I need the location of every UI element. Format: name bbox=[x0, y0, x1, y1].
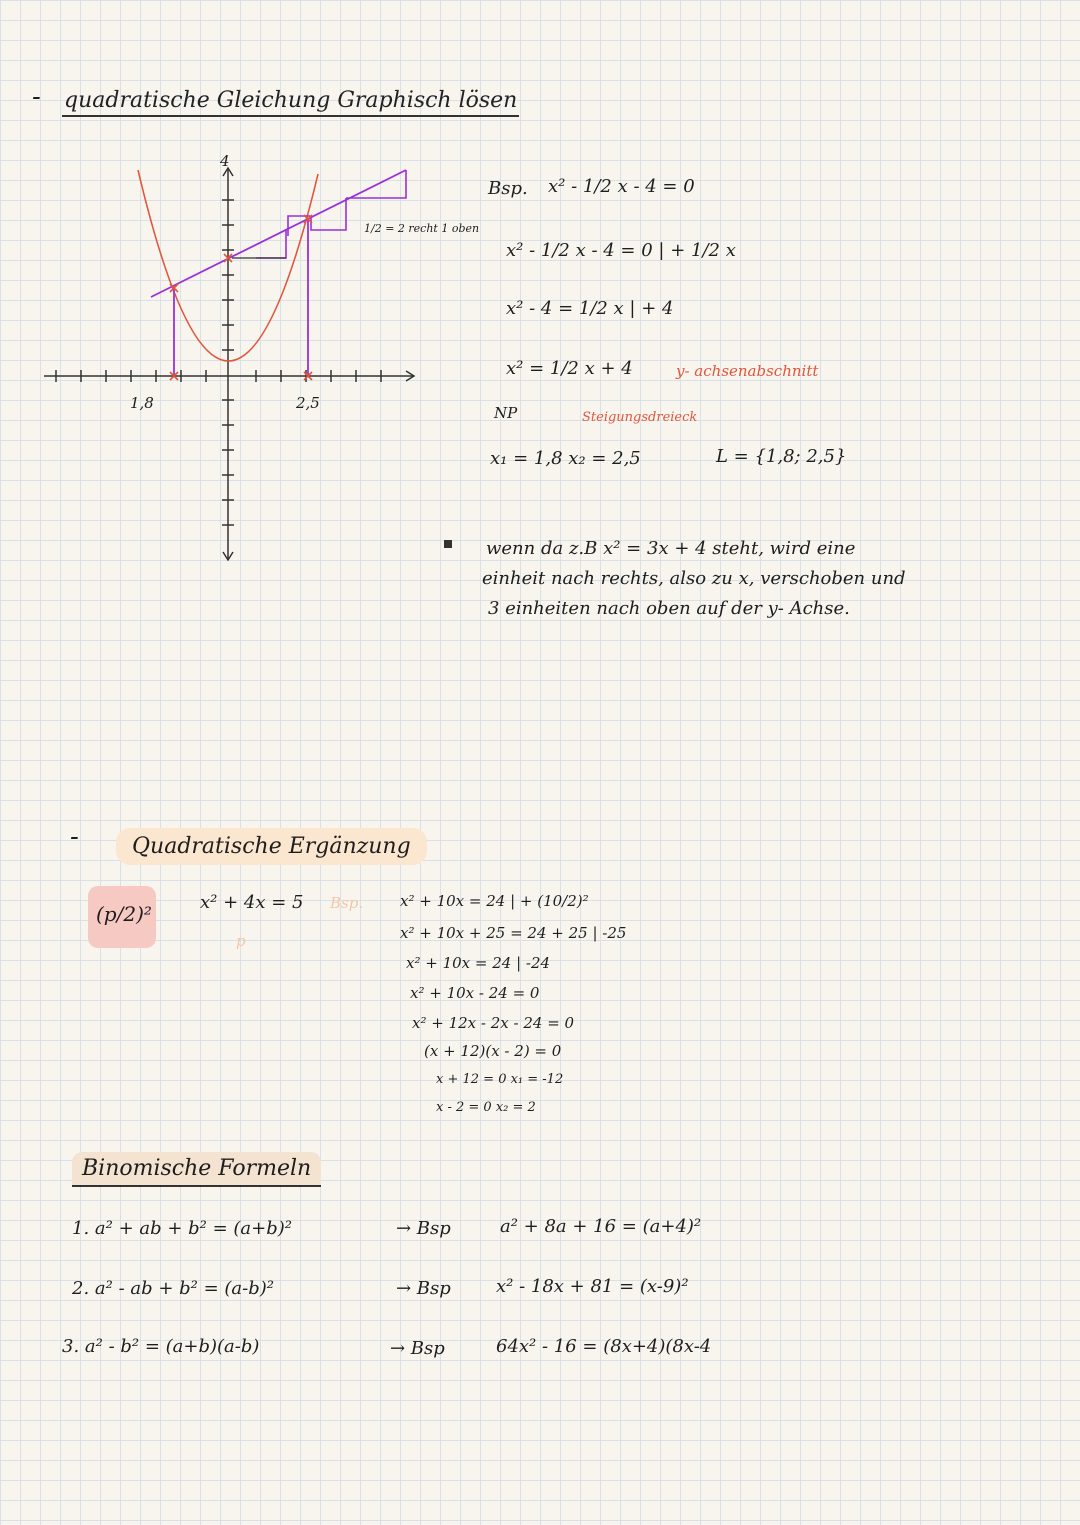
ergaenzung-example: x² + 4x = 5 bbox=[200, 892, 304, 913]
note-line3: 3 einheiten nach oben auf der y- Achse. bbox=[488, 598, 850, 619]
example-line3: x² - 4 = 1/2 x | + 4 bbox=[506, 298, 674, 319]
binom-2-example: x² - 18x + 81 = (x-9)² bbox=[496, 1276, 689, 1297]
slope-note: 1/2 = 2 recht 1 oben bbox=[364, 222, 480, 235]
slope-triangles bbox=[256, 170, 406, 258]
step-4: x² + 12x - 2x - 24 = 0 bbox=[412, 1014, 575, 1032]
formula-box-text: (p/2)² bbox=[96, 902, 152, 926]
binom-2-formula: 2. a² - ab + b² = (a-b)² bbox=[72, 1278, 275, 1299]
binom-3-example: 64x² - 16 = (8x+4)(8x-4 bbox=[496, 1336, 712, 1357]
y-axis-top-label: 4 bbox=[220, 152, 230, 170]
step-3: x² + 10x - 24 = 0 bbox=[410, 984, 540, 1002]
p-label: p bbox=[236, 932, 246, 950]
annot-y-intercept: y- achsenabschnitt bbox=[676, 362, 819, 380]
example-line4: x² = 1/2 x + 4 bbox=[506, 358, 633, 379]
binom-1-arrow: → Bsp bbox=[396, 1218, 451, 1239]
x-label-right: 2,5 bbox=[296, 394, 320, 412]
section1-title: quadratische Gleichung Graphisch lösen bbox=[62, 88, 519, 117]
binom-3-formula: 3. a² - b² = (a+b)(a-b) bbox=[62, 1336, 260, 1357]
step-6: x + 12 = 0 x₁ = -12 bbox=[436, 1072, 564, 1087]
binom-1-formula: 1. a² + ab + b² = (a+b)² bbox=[72, 1218, 293, 1239]
binom-3-arrow: → Bsp bbox=[390, 1338, 445, 1359]
binom-2-arrow: → Bsp bbox=[396, 1278, 451, 1299]
section3-title: Binomische Formeln bbox=[72, 1152, 321, 1187]
bsp-label-soft: Bsp. bbox=[330, 894, 364, 912]
step-0: x² + 10x = 24 | + (10/2)² bbox=[400, 892, 589, 910]
binom-1-example: a² + 8a + 16 = (a+4)² bbox=[500, 1216, 702, 1237]
annot-slope-triangle: Steigungsdreieck bbox=[582, 410, 698, 425]
example-label: Bsp. bbox=[488, 178, 528, 199]
step-7: x - 2 = 0 x₂ = 2 bbox=[436, 1100, 536, 1115]
note-line1: wenn da z.B x² = 3x + 4 steht, wird eine bbox=[486, 538, 856, 559]
example-line1: x² - 1/2 x - 4 = 0 bbox=[548, 176, 695, 197]
section2-dash: - bbox=[70, 822, 79, 852]
solutions: x₁ = 1,8 x₂ = 2,5 bbox=[490, 448, 641, 469]
solution-set: L = {1,8; 2,5} bbox=[716, 446, 847, 467]
note-line2: einheit nach rechts, also zu x, verschoben und bbox=[482, 568, 906, 589]
step-1: x² + 10x + 25 = 24 + 25 | -25 bbox=[400, 924, 627, 942]
section1-dash: - bbox=[32, 82, 41, 112]
step-2: x² + 10x = 24 | -24 bbox=[406, 954, 551, 972]
x-label-left: 1,8 bbox=[130, 394, 154, 412]
step-5: (x + 12)(x - 2) = 0 bbox=[424, 1042, 562, 1060]
example-line2: x² - 1/2 x - 4 = 0 | + 1/2 x bbox=[506, 240, 736, 261]
section2-title: Quadratische Ergänzung bbox=[116, 828, 427, 865]
annot-np: NP bbox=[494, 404, 518, 422]
note-bullet-icon bbox=[444, 540, 452, 548]
